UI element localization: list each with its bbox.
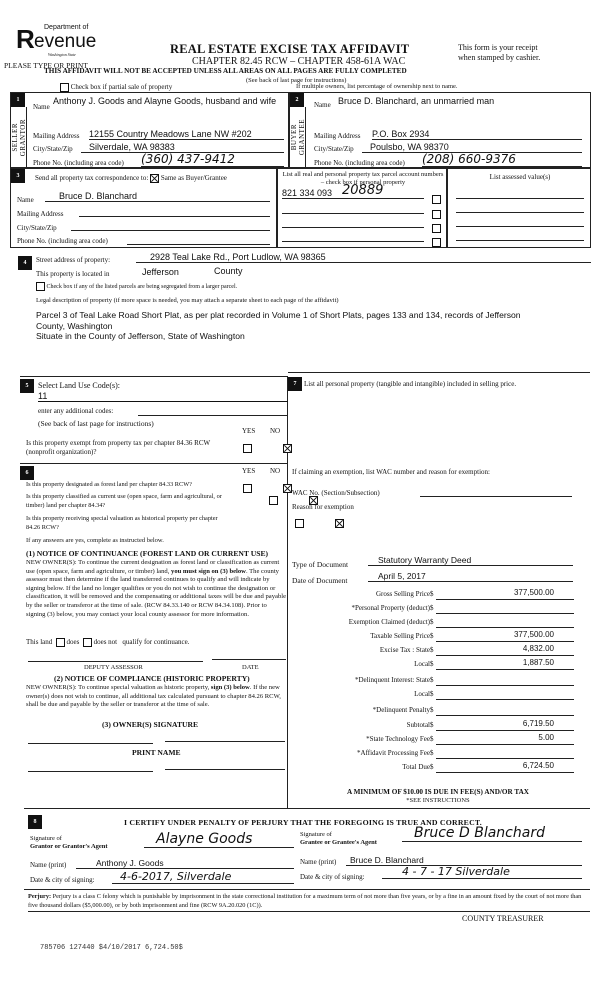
- grantor-signature-label: Signature of Grantor or Grantor's Agent: [30, 835, 108, 850]
- amount-label: Gross Selling Price: [375, 590, 430, 598]
- assessed-value-field[interactable]: [456, 217, 584, 227]
- amount-field-delinquent-interest-local[interactable]: [436, 688, 574, 700]
- wac-number-label: WAC No. (Section/Subsection): [292, 489, 380, 497]
- buyer-phone-label: Phone No. (including area code): [314, 159, 405, 167]
- document-date-field[interactable]: April 5, 2017: [368, 571, 573, 582]
- corr-city-field[interactable]: [71, 221, 270, 231]
- partial-sale-checkbox-row[interactable]: [60, 83, 172, 92]
- exemption-reason-area[interactable]: [292, 513, 572, 543]
- grantor-date-field[interactable]: 4-6-2017, Silverdale: [112, 870, 294, 884]
- buyer-name-field[interactable]: Bruce D. Blanchard, an unmarried man: [338, 96, 495, 106]
- grantee-name-field[interactable]: Bruce D. Blanchard: [346, 855, 582, 866]
- amount-field-exemption-claimed[interactable]: [436, 616, 574, 628]
- partial-sale-label: Check box if partial sale of property: [70, 83, 173, 92]
- buyer-city-field[interactable]: Poulsbo, WA 98370: [362, 142, 582, 153]
- parcel-row: [282, 183, 444, 201]
- legal-description-label: Legal description of property (if more space is needed, you may attach a separate sheet to each page of the affidavit): [36, 297, 339, 304]
- currency-symbol: $: [430, 721, 434, 729]
- land-use-code-field[interactable]: 11: [38, 391, 288, 402]
- section-forest-current-use: [20, 463, 288, 808]
- grantor-name-field[interactable]: Anthony J. Goods: [76, 858, 294, 869]
- street-address-label: Street address of property:: [36, 256, 111, 264]
- notice-continuance-text: NEW OWNER(S): To continue the current designation as forest land or classification as current use (open space, farm and agriculture, or timber) land, you must sign on (3) below. The county assessor must then determine if the land transferred continues to qualify and will indicate by signing below. If the land no longer qualifies or you do not wish to continue the designation or classification, it will be removed and the compensating or additional taxes will be due and payable by the seller or transferor at the time of sale. (RCW 84.33.140 or RCW 84.34.108). Prior to signing (3) below, you may contact your local county assessor for more information.: [26, 559, 287, 618]
- document-type-label: Type of Document: [292, 560, 349, 569]
- amount-row: [288, 658, 578, 672]
- grantee-date-label: Date & city of signing:: [300, 873, 365, 881]
- amount-field-gross-selling-price[interactable]: 377,500.00: [436, 588, 574, 600]
- notice-compliance-text: NEW OWNER(S): To continue special valuation as historic property, sign (3) below. If the new owner(s) does not wish to continue, all additional tax calculated pursuant to chapter 84.26 RCW, shall be due and payable by the seller or transferor at the time of sale.: [26, 684, 281, 709]
- amount-field-excise-tax-state[interactable]: 4,832.00: [436, 644, 574, 656]
- grantee-signature-field[interactable]: Bruce D Blanchard: [402, 825, 582, 842]
- section-number-2: 2: [290, 93, 304, 107]
- amount-field-delinquent-interest-state[interactable]: [436, 674, 574, 686]
- assessed-value-field[interactable]: [456, 203, 584, 213]
- seller-city-field[interactable]: Silverdale, WA 98383: [81, 142, 284, 153]
- current-use-yes-checkbox[interactable]: [269, 496, 278, 505]
- personal-property-label: List all personal property (tangible and intangible) included in selling price.: [304, 380, 517, 388]
- section-number-6: 6: [20, 466, 34, 480]
- section-property-location: [10, 252, 600, 347]
- amount-field-excise-tax-local[interactable]: 1,887.50: [436, 658, 574, 670]
- corr-phone-field[interactable]: [127, 235, 270, 245]
- parcel-number-field[interactable]: 821 334 093: [282, 188, 424, 199]
- parcel-row: [282, 216, 444, 230]
- form-title: REAL ESTATE EXCISE TAX AFFIDAVIT: [170, 42, 410, 56]
- currency-symbol: $: [430, 749, 434, 757]
- amount-row: [288, 747, 578, 761]
- section-land-use: [20, 377, 288, 463]
- exempt-yes-checkbox[interactable]: [243, 444, 252, 453]
- amount-row: [288, 719, 578, 733]
- amount-row: [288, 688, 578, 702]
- amount-field-delinquent-penalty[interactable]: [436, 704, 574, 716]
- amount-field-subtotal[interactable]: 6,719.50: [436, 719, 574, 731]
- grantor-name-label: Name (print): [30, 861, 67, 869]
- amount-label: Exemption Claimed (deduct): [348, 618, 430, 626]
- print-name-line-1[interactable]: [28, 766, 153, 772]
- forest-land-question: Is this property designated as forest land per chapter 84.33 RCW?: [26, 481, 192, 488]
- buyer-address-label: Mailing Address: [314, 132, 361, 140]
- perjury-notice: Perjury: Perjury is a class C felony which is punishable by imprisonment in the state correctional institution for a maximum term of not more than five years, or by a fine in an amount fixed by the court of not more than five thousand dollars ($5,000.00), or by both imprisonment and fine (RCW 9A.20.020 (1C)).: [28, 893, 590, 912]
- forest-yes-checkbox[interactable]: [243, 484, 252, 493]
- buyer-side-label: [290, 107, 306, 168]
- buyer-name-label: Name: [314, 101, 331, 109]
- grantee-name-label: Name (print): [300, 858, 337, 866]
- county-label: County: [214, 266, 243, 276]
- land-use-label: Select Land Use Code(s):: [38, 381, 120, 390]
- parcel-list-panel: [277, 168, 447, 248]
- amount-row: [288, 630, 578, 644]
- parcel-number-field[interactable]: [282, 216, 424, 228]
- county-treasurer-label: COUNTY TREASURER: [462, 914, 544, 923]
- currency-symbol: $: [430, 690, 434, 698]
- amount-row: [288, 616, 578, 630]
- parcel-handwritten-note: 20889: [342, 183, 384, 198]
- currency-symbol: $: [430, 660, 434, 668]
- deputy-assessor-label: DEPUTY ASSESSOR: [84, 664, 143, 671]
- amount-field-taxable-selling-price[interactable]: 377,500.00: [436, 630, 574, 642]
- amount-row: [288, 644, 578, 658]
- please-type-note: PLEASE TYPE OR PRINT: [4, 61, 88, 70]
- currency-symbol: $: [430, 676, 434, 684]
- amount-row: [288, 704, 578, 718]
- assessed-value-field[interactable]: [456, 189, 584, 199]
- parcel-list-header: List all real and personal property tax parcel account numbers – check box if personal property: [282, 171, 444, 186]
- print-name-line-2[interactable]: [165, 764, 285, 770]
- personal-property-checkbox[interactable]: [432, 238, 441, 247]
- buyer-phone-field[interactable]: (208) 660-9376: [422, 152, 582, 167]
- amount-row: [288, 602, 578, 616]
- see-instructions-note: *SEE INSTRUCTIONS: [406, 797, 470, 804]
- seller-name-field[interactable]: Anthony J. Goods and Alayne Goods, husband and wife: [53, 96, 277, 106]
- section-number-1: 1: [11, 93, 25, 107]
- grantor-label: GRANTOR: [18, 118, 27, 157]
- print-name-label: PRINT NAME: [132, 748, 181, 757]
- amount-row: [288, 761, 578, 775]
- section-buyer-grantee: [289, 92, 591, 168]
- notice-continuance-title: (1) NOTICE OF CONTINUANCE (FOREST LAND OR CURRENT USE): [26, 549, 269, 558]
- receipt-note-1: This form is your receipt: [458, 43, 538, 52]
- minimum-due-note: A MINIMUM OF $10.00 IS DUE IN FEE(S) AND/OR TAX: [347, 788, 529, 796]
- corr-phone-label: Phone No. (including area code): [17, 237, 108, 245]
- grantee-signature-label: Signature of Grantee or Grantee's Agent: [300, 831, 377, 846]
- continuance-qualify-row: This land does does not qualify for continuance.: [26, 638, 190, 647]
- no-header: NO: [270, 467, 281, 475]
- historic-question: Is this property receiving special valuation as historical property per chapter 84.26 RCW?: [26, 515, 218, 531]
- section-seller-grantor: [10, 92, 289, 168]
- section-number-4: 4: [18, 256, 32, 270]
- amount-label: Subtotal: [406, 721, 430, 729]
- corr-address-field[interactable]: [79, 207, 270, 217]
- county-field[interactable]: Jefferson: [142, 267, 179, 277]
- logo-main: evenue: [34, 31, 97, 52]
- dor-logo: [14, 22, 104, 60]
- document-type-field[interactable]: Statutory Warranty Deed: [368, 555, 573, 566]
- perjury-label: Perjury:: [28, 893, 52, 900]
- if-yes-note: If any answers are yes, complete as instructed below.: [26, 537, 164, 544]
- currency-symbol: $: [430, 604, 434, 612]
- assessed-header: List assessed value(s): [489, 173, 551, 181]
- section-personal-property-and-tax: [288, 372, 590, 808]
- multiple-owners-note: If multiple owners, list percentage of ownership next to name.: [296, 83, 458, 90]
- current-use-question: Is this property classified as current use (open space, farm and agricultural, or timber) land per chapter 84.34?: [26, 493, 222, 509]
- buyer-city-label: City/State/Zip: [314, 145, 354, 153]
- seller-phone-field[interactable]: (360) 437-9412: [141, 152, 284, 167]
- logo-initial: R: [16, 24, 35, 54]
- document-date-label: Date of Document: [292, 576, 348, 585]
- grantee-date-field[interactable]: 4 - 7 - 17 Silverdale: [382, 865, 582, 879]
- exemption-reason-label: Reason for exemption: [292, 503, 354, 511]
- parcel-number-field[interactable]: [282, 230, 424, 242]
- cashier-stamp: 785706 127440 $4/10/2017 6,724.50$: [40, 944, 183, 952]
- grantee-label: GRANTEE: [297, 119, 306, 156]
- currency-symbol: $: [430, 646, 434, 654]
- amount-field-state-technology-fee[interactable]: 5.00: [436, 733, 574, 745]
- amount-field-total-due[interactable]: 6,724.50: [436, 761, 574, 773]
- amount-row: [288, 588, 578, 602]
- amount-label: *Affidavit Processing Fee: [357, 749, 430, 757]
- assessed-value-field[interactable]: [456, 231, 584, 241]
- seller-address-label: Mailing Address: [33, 132, 80, 140]
- amount-label: Local: [414, 660, 430, 668]
- same-as-buyer-checkbox[interactable]: [150, 174, 159, 183]
- amount-label: *Delinquent Penalty: [372, 706, 430, 714]
- amount-label: Total Due: [402, 763, 430, 771]
- form-subtitle: CHAPTER 82.45 RCW – CHAPTER 458-61A WAC: [192, 56, 406, 67]
- corr-name-label: Name: [17, 196, 34, 204]
- amount-row: [288, 674, 578, 688]
- section-number-5: 5: [20, 379, 34, 393]
- personal-property-area[interactable]: [304, 403, 574, 463]
- partial-sale-checkbox[interactable]: [60, 83, 69, 92]
- completion-warning: THIS AFFIDAVIT WILL NOT BE ACCEPTED UNLESS ALL AREAS ON ALL PAGES ARE FULLY COMPLETED: [44, 67, 407, 75]
- amount-field-affidavit-processing-fee[interactable]: [436, 747, 574, 759]
- qualifies-does-checkbox[interactable]: [56, 638, 65, 647]
- legal-description-line-2[interactable]: County, Washington: [36, 321, 113, 331]
- corr-name-field[interactable]: Bruce D. Blanchard: [45, 191, 270, 202]
- street-address-field[interactable]: 2928 Teal Lake Rd., Port Ludlow, WA 98365: [136, 252, 591, 263]
- amount-label: Excise Tax : State: [379, 646, 430, 654]
- same-as-buyer-label: Same as Buyer/Grantee: [160, 174, 227, 183]
- qualifies-does-not-checkbox[interactable]: [83, 638, 92, 647]
- seller-city-label: City/State/Zip: [33, 145, 73, 153]
- currency-symbol: $: [430, 735, 434, 743]
- amount-label: *Personal Property (deduct): [351, 604, 430, 612]
- grantor-signature-field[interactable]: Alayne Goods: [144, 831, 294, 848]
- yes-header: YES: [242, 467, 256, 475]
- logo-top: Department of: [44, 24, 89, 31]
- seller-phone-label: Phone No. (including area code): [33, 159, 124, 167]
- receipt-note-2: when stamped by cashier.: [458, 53, 541, 62]
- amount-label: Local: [414, 690, 430, 698]
- certification-statement: I CERTIFY UNDER PENALTY OF PERJURY THAT THE FOREGOING IS TRUE AND CORRECT.: [124, 818, 482, 827]
- seller-address-field[interactable]: 12155 Country Meadows Lane NW #202: [89, 129, 284, 140]
- seller-name-label: Name: [33, 103, 50, 111]
- amount-label: Taxable Selling Price: [370, 632, 430, 640]
- send-correspondence-label: Send all property tax correspondence to: Same as Buyer/Grantee: [35, 174, 227, 183]
- segregated-checkbox-row[interactable]: [36, 282, 237, 291]
- parcel-row: [282, 230, 444, 244]
- owner-signature-label: (3) OWNER(S) SIGNATURE: [102, 720, 199, 729]
- amount-field-personal-property[interactable]: [436, 602, 574, 614]
- exemption-label: If claiming an exemption, list WAC number and reason for exemption:: [292, 468, 490, 476]
- no-header: NO: [270, 427, 281, 435]
- wac-number-field[interactable]: [420, 487, 572, 497]
- section-number-7: 7: [288, 377, 302, 391]
- owner-signature-line-1[interactable]: [28, 738, 153, 744]
- section-certification: [24, 808, 590, 890]
- additional-codes-field[interactable]: [138, 406, 288, 416]
- seller-label: SELLER: [10, 123, 19, 152]
- buyer-label: BUYER: [289, 124, 298, 151]
- currency-symbol: $: [430, 632, 434, 640]
- legal-description-line-3[interactable]: Situate in the County of Jefferson, State of Washington: [36, 331, 245, 341]
- currency-symbol: $: [430, 706, 434, 714]
- section-tax-correspondence: [10, 168, 277, 248]
- amount-row: [288, 733, 578, 747]
- currency-symbol: $: [430, 618, 434, 626]
- amount-label: *State Technology Fee: [366, 735, 430, 743]
- buyer-address-field[interactable]: P.O. Box 2934: [372, 129, 582, 140]
- grantor-date-label: Date & city of signing:: [30, 876, 95, 884]
- section-number-3: 3: [11, 169, 25, 183]
- notice-compliance-title: (2) NOTICE OF COMPLIANCE (HISTORIC PROPERTY): [54, 674, 250, 683]
- parcel-row: [282, 202, 444, 216]
- see-back-note: (See back of last page for instructions): [246, 77, 347, 84]
- assessor-date-label: DATE: [242, 664, 259, 671]
- exempt-question: Is this property exempt from property tax per chapter 84.36 RCW (nonprofit organization)?: [26, 439, 210, 456]
- seller-side-label: [11, 107, 27, 168]
- amount-label: *Delinquent Interest: State: [354, 676, 430, 684]
- corr-address-label: Mailing Address: [17, 210, 64, 218]
- yes-header: YES: [242, 427, 256, 435]
- section-number-8: 8: [28, 815, 42, 829]
- additional-codes-label: enter any additional codes:: [38, 407, 114, 415]
- segregated-checkbox[interactable]: [36, 282, 45, 291]
- currency-symbol: $: [430, 590, 434, 598]
- located-in-label: This property is located in: [36, 270, 110, 278]
- owner-signature-line-2[interactable]: [165, 736, 285, 742]
- assessed-values-panel: [447, 168, 591, 248]
- segregated-label: Check box if any of the listed parcels are being segregated from a larger parcel.: [46, 283, 238, 290]
- parcel-number-field[interactable]: [282, 202, 424, 214]
- land-use-see-back: (See back of last page for instructions): [38, 419, 154, 428]
- corr-city-label: City/State/Zip: [17, 224, 57, 232]
- currency-symbol: $: [430, 763, 434, 771]
- deputy-assessor-signature-line[interactable]: [28, 654, 203, 662]
- logo-sub: Washington State: [48, 52, 76, 57]
- assessor-date-line[interactable]: [212, 652, 286, 660]
- legal-description-line-1[interactable]: Parcel 3 of Teal Lake Road Short Plat, as per plat recorded in Volume 1 of Short Plats, pages 133 and 134, records of Jefferson: [36, 310, 521, 320]
